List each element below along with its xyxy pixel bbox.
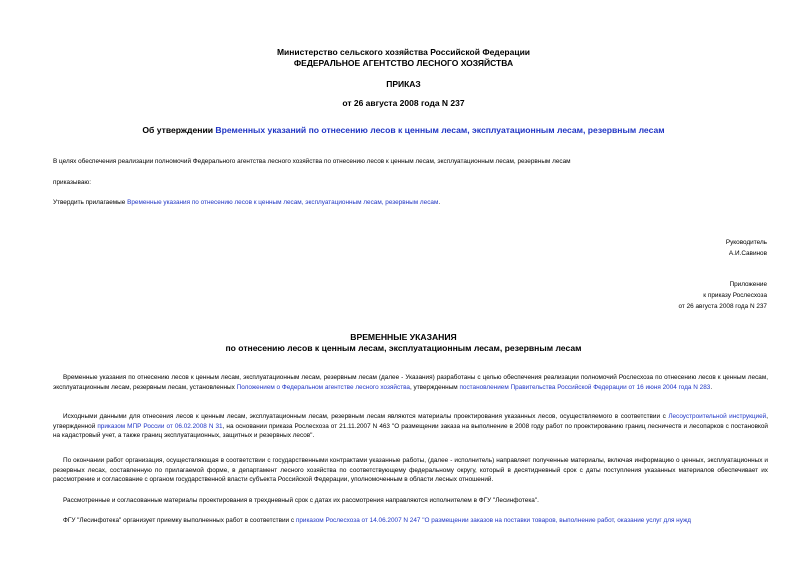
paragraph-1-text-a: Временные указания по отнесению лесов к ценным лесам, эксплуатационным лесам, резервным лесам (далее - Указания) разработаны с целью обеспечения реализации полномочий Рослесхоза по отнесению лесов к ценным лесам, эксплуатационным лесам, резервным лесам, установленных: [53, 374, 768, 391]
paragraph-4: Рассмотренные и согласованные материалы проектирования в трехдневный срок с датах их рассмотрения направляются исполнителем в ФГУ "Лесинфотека".: [63, 497, 539, 504]
ministry-name: Министерство сельского хозяйства Российской Федерации: [276, 47, 531, 57]
approve-line: [53, 198, 440, 207]
paragraph-5-link-order[interactable]: приказом Рослесхоза от 14.06.2007 N 247 "О размещении заказов на поставки товаров, выполнение работ, оказание услуг для нужд: [295, 517, 691, 524]
document-date-number: от 26 августа 2008 года N 237: [342, 98, 465, 108]
agency-name: ФЕДЕРАЛЬНОЕ АГЕНТСТВО ЛЕСНОГО ХОЗЯЙСТВА: [293, 58, 514, 68]
paragraph-1-link-regulation[interactable]: Положением о Федеральном агентстве лесного хозяйства: [236, 383, 410, 391]
signature-position: Руководитель: [725, 239, 767, 246]
paragraph-2-link-order-mpr[interactable]: приказом МПР России от 06.02.2008 N 31: [97, 422, 223, 430]
appendix-to-order: к приказу Рослесхоза: [703, 292, 767, 299]
paragraph-1-text-c: .: [710, 383, 713, 391]
paragraph-2-text-c: , на основании приказа Рослесхоза от 21.11.2007 N 463 "О размещении заказа на выполнение в 2008 году работ по проектированию границ лесничеств и лесопарков с постановкой на кадастровый учет, а также границ эксплуатационных, защитных и резервных лесов".: [53, 422, 768, 439]
paragraph-2-text-a: Исходными данными для отнесения лесов к ценным лесам, эксплуатационным лесам, резервным лесам являются материалы проектирования указанных лесов, осуществляемого в соответствии с: [63, 413, 669, 420]
guidelines-subtitle: по отнесению лесов к ценным лесам, эксплуатационным лесам, резервным лесам: [225, 343, 582, 353]
appendix-label: Приложение: [729, 281, 767, 288]
signature-name: А.И.Савинов: [728, 250, 767, 257]
guidelines-title: ВРЕМЕННЫЕ УКАЗАНИЯ: [350, 332, 457, 342]
document-title: [0, 125, 807, 136]
title-link[interactable]: Временных указаний по отнесению лесов к ценным лесам, эксплуатационным лесам, резервным лесам: [215, 125, 665, 135]
approve-suffix: .: [438, 199, 441, 206]
approve-prefix: Утвердить прилагаемые: [53, 199, 128, 206]
paragraph-2-link-instruction[interactable]: Лесоустроительной инструкцией: [668, 413, 767, 420]
paragraph-3: По окончании работ организация, осуществляющая в соответствии с государственными контрактами указанные работы, (далее - исполнитель) направляет полученные материалы, включая информацию о ценных, эксплуатационных и резервных лесах, составленную по прилагаемой форме, в департамент лесного хозяйства по соответствующему федеральному округу, который в десятидневный срок с даты поступления указанных материалов обеспечивает их рассмотрение и согласование с органом государственной власти субъекта Российской Федерации, уполномоченным в области лесных отношений.: [53, 457, 768, 483]
preamble-intro: В целях обеспечения реализации полномочий Федерального агентства лесного хозяйства по отнесению лесов к ценным лесам, эксплуатационным лесам, резервным лесам: [53, 158, 571, 165]
approve-link[interactable]: Временные указания по отнесению лесов к ценным лесам, эксплуатационным лесам, резервным лесам: [127, 199, 439, 206]
paragraph-2-text-b: , утвержденной: [53, 413, 769, 430]
paragraph-5-text-a: ФГУ "Лесинфотека" организует приемку выполненных работ в соответствии с: [63, 517, 296, 524]
paragraph-1-link-decree[interactable]: постановлением Правительства Российской Федерации от 16 июня 2004 года N 283: [459, 383, 711, 391]
paragraph-2: [53, 412, 768, 441]
title-prefix: Об утверждении: [142, 125, 216, 135]
appendix-date-number: от 26 августа 2008 года N 237: [678, 303, 767, 310]
paragraph-1: [53, 373, 768, 392]
document-type: ПРИКАЗ: [386, 79, 421, 89]
paragraph-5: [53, 516, 768, 526]
order-word: приказываю:: [53, 179, 91, 186]
paragraph-1-text-b: , утвержденным: [409, 383, 460, 391]
